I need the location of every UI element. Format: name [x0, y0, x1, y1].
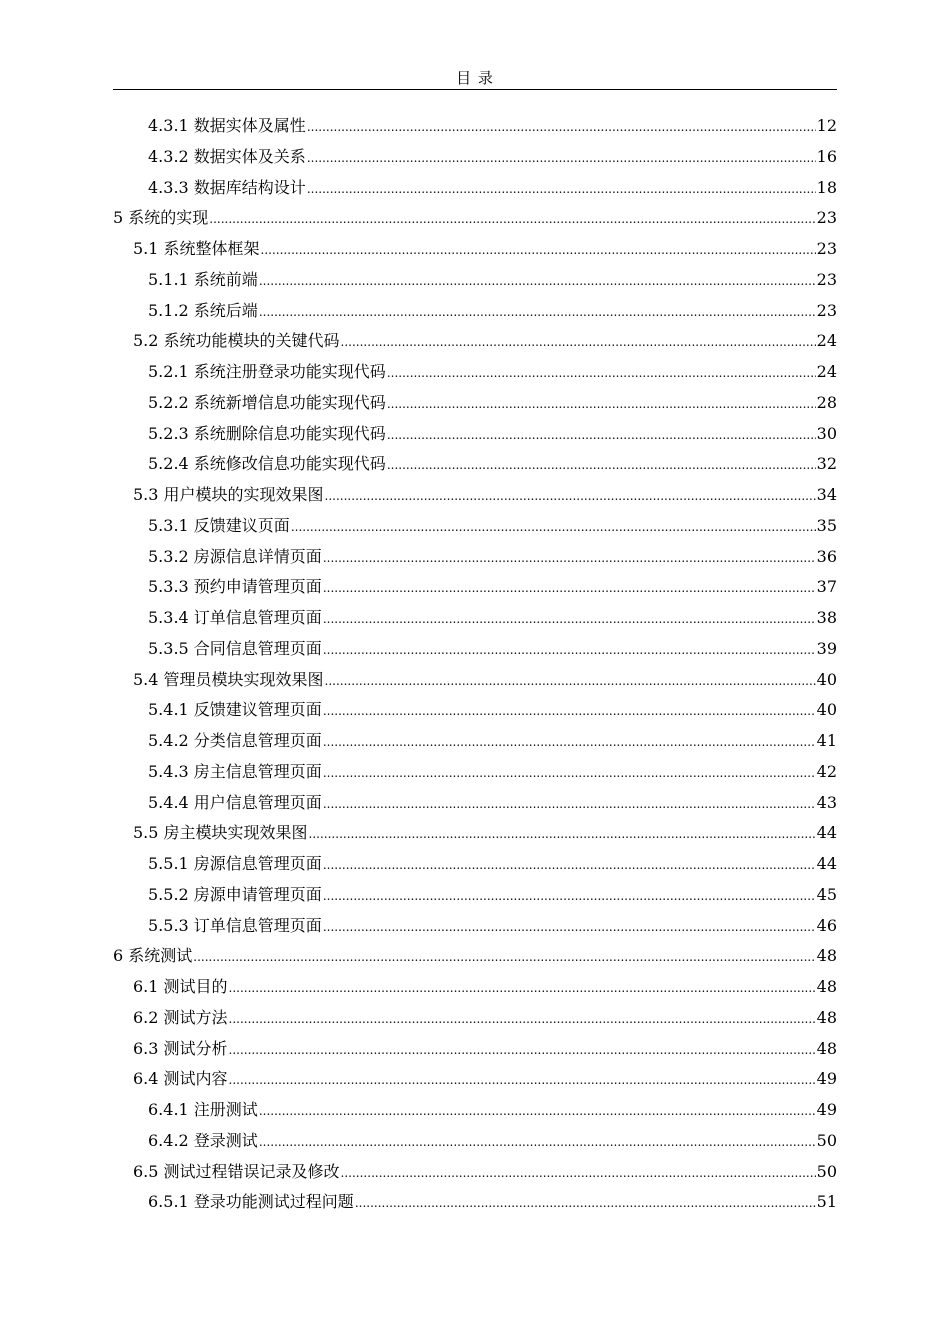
- toc-entry-page-number: 49: [816, 1069, 837, 1089]
- toc-entry-title: 4.3.2 数据实体及关系: [148, 146, 306, 166]
- toc-entry-page-number: 39: [816, 638, 837, 658]
- toc-entry[interactable]: [113, 265, 837, 296]
- toc-dot-leader: [229, 1004, 816, 1034]
- toc-dot-leader: [387, 450, 816, 480]
- toc-entry[interactable]: [113, 449, 837, 480]
- toc-entry-page-number: 40: [816, 700, 837, 720]
- toc-entry-page-number: 50: [816, 1161, 837, 1181]
- toc-entry-page-number: 36: [816, 546, 837, 566]
- toc-entry-page-number: 30: [816, 423, 837, 443]
- toc-entry-title: 6.5 测试过程错误记录及修改: [133, 1161, 340, 1181]
- toc-entry[interactable]: [113, 296, 837, 327]
- toc-entry[interactable]: [113, 941, 837, 972]
- toc-entry[interactable]: [113, 388, 837, 419]
- toc-entry-page-number: 48: [816, 1038, 837, 1058]
- toc-dot-leader: [323, 912, 816, 942]
- toc-dot-leader: [323, 543, 816, 573]
- toc-entry-page-number: 34: [816, 485, 837, 504]
- toc-entry-title: 5.1 系统整体框架: [133, 239, 260, 258]
- toc-dot-leader: [355, 1188, 816, 1218]
- toc-dot-leader: [323, 758, 816, 788]
- toc-entry[interactable]: [113, 788, 837, 819]
- toc-entry-page-number: 46: [816, 915, 837, 935]
- toc-entry-title: 6.4.1 注册测试: [148, 1100, 258, 1119]
- toc-dot-leader: [323, 573, 816, 603]
- toc-dot-leader: [323, 727, 816, 757]
- toc-entry-page-number: 24: [816, 362, 837, 381]
- toc-entry[interactable]: [113, 665, 837, 696]
- toc-entry-page-number: 42: [816, 761, 837, 781]
- toc-entry[interactable]: [113, 757, 837, 788]
- toc-entry[interactable]: [113, 726, 837, 757]
- toc-entry-title: 6.3 测试分析: [133, 1038, 228, 1058]
- toc-dot-leader: [259, 1096, 816, 1126]
- toc-dot-leader: [323, 604, 816, 634]
- toc-dot-leader: [259, 1127, 816, 1157]
- toc-entry-title: 6.1 测试目的: [133, 977, 228, 996]
- toc-entry[interactable]: [113, 1064, 837, 1095]
- toc-entry-title: 5.5.3 订单信息管理页面: [148, 915, 322, 935]
- toc-entry-page-number: 35: [816, 515, 837, 535]
- toc-entry-page-number: 16: [816, 146, 837, 166]
- toc-entry-title: 6 系统测试: [113, 946, 193, 966]
- toc-entry-page-number: 23: [816, 208, 837, 228]
- toc-entry[interactable]: [113, 142, 837, 173]
- toc-entry-page-number: 23: [816, 300, 837, 320]
- toc-dot-leader: [229, 973, 816, 1003]
- toc-dot-leader: [307, 174, 816, 204]
- toc-entry-page-number: 44: [816, 854, 837, 873]
- toc-entry-page-number: 18: [816, 177, 837, 197]
- toc-dot-leader: [323, 850, 816, 880]
- toc-entry[interactable]: [113, 880, 837, 911]
- toc-entry[interactable]: [113, 111, 837, 142]
- toc-entry-page-number: 50: [816, 1130, 837, 1150]
- toc-entry-title: 6.4 测试内容: [133, 1069, 228, 1089]
- header-title: 目 录: [456, 69, 494, 87]
- toc-entry-title: 5.2.4 系统修改信息功能实现代码: [148, 454, 386, 474]
- toc-entry-page-number: 45: [816, 884, 837, 904]
- toc-entry-title: 5.4.2 分类信息管理页面: [148, 731, 322, 750]
- table-of-contents: [113, 111, 837, 1218]
- toc-entry[interactable]: [113, 1003, 837, 1034]
- toc-entry[interactable]: [113, 419, 837, 450]
- toc-entry-title: 5.1.2 系统后端: [148, 300, 258, 320]
- toc-entry-title: 5.3 用户模块的实现效果图: [133, 485, 324, 504]
- toc-dot-leader: [259, 297, 816, 327]
- toc-entry-title: 5.1.1 系统前端: [148, 269, 258, 289]
- toc-entry[interactable]: [113, 1034, 837, 1065]
- toc-entry[interactable]: [113, 326, 837, 357]
- toc-entry[interactable]: [113, 1187, 837, 1218]
- toc-entry[interactable]: [113, 173, 837, 204]
- toc-entry-title: 5.4 管理员模块实现效果图: [133, 669, 324, 689]
- toc-dot-leader: [387, 358, 816, 388]
- toc-entry-title: 5.3.2 房源信息详情页面: [148, 546, 322, 566]
- toc-entry-title: 5 系统的实现: [113, 208, 209, 228]
- toc-entry[interactable]: [113, 542, 837, 573]
- toc-entry-page-number: 51: [816, 1192, 837, 1212]
- toc-entry[interactable]: [113, 511, 837, 542]
- toc-entry-page-number: 41: [816, 731, 837, 750]
- toc-dot-leader: [387, 389, 816, 419]
- toc-entry[interactable]: [113, 695, 837, 726]
- toc-entry-title: 5.3.3 预约申请管理页面: [148, 577, 322, 597]
- toc-entry-page-number: 48: [816, 1007, 837, 1027]
- page-header: [113, 68, 837, 90]
- toc-dot-leader: [193, 942, 815, 972]
- toc-dot-leader: [307, 143, 816, 173]
- toc-entry[interactable]: [113, 972, 837, 1003]
- toc-entry-title: 5.3.4 订单信息管理页面: [148, 608, 322, 627]
- toc-entry[interactable]: [113, 818, 837, 849]
- toc-entry-page-number: 48: [816, 946, 837, 966]
- toc-entry-title: 6.2 测试方法: [133, 1007, 228, 1027]
- toc-entry[interactable]: [113, 1157, 837, 1188]
- toc-entry[interactable]: [113, 357, 837, 388]
- toc-dot-leader: [323, 881, 816, 911]
- toc-dot-leader: [291, 512, 816, 542]
- toc-dot-leader: [261, 235, 816, 265]
- toc-entry-title: 5.2.3 系统删除信息功能实现代码: [148, 423, 386, 443]
- toc-entry-title: 6.5.1 登录功能测试过程问题: [148, 1192, 354, 1212]
- toc-entry-title: 4.3.3 数据库结构设计: [148, 177, 306, 197]
- toc-entry-title: 5.3.1 反馈建议页面: [148, 515, 290, 535]
- toc-dot-leader: [209, 204, 815, 234]
- toc-dot-leader: [259, 266, 816, 296]
- toc-entry[interactable]: [113, 480, 837, 511]
- toc-entry-title: 5.4.4 用户信息管理页面: [148, 792, 322, 812]
- toc-entry-title: 5.3.5 合同信息管理页面: [148, 638, 322, 658]
- toc-dot-leader: [341, 1158, 816, 1188]
- toc-entry-title: 5.4.3 房主信息管理页面: [148, 761, 322, 781]
- toc-dot-leader: [325, 666, 816, 696]
- toc-entry-page-number: 40: [816, 669, 837, 689]
- toc-entry-page-number: 32: [816, 454, 837, 474]
- toc-entry-page-number: 48: [816, 977, 837, 996]
- toc-entry-page-number: 44: [816, 823, 837, 843]
- toc-dot-leader: [309, 819, 816, 849]
- toc-entry-title: 5.2.1 系统注册登录功能实现代码: [148, 362, 386, 381]
- toc-entry-page-number: 23: [816, 269, 837, 289]
- toc-entry-title: 5.2.2 系统新增信息功能实现代码: [148, 392, 386, 412]
- toc-entry-page-number: 38: [816, 608, 837, 627]
- toc-entry-title: 6.4.2 登录测试: [148, 1130, 258, 1150]
- toc-dot-leader: [229, 1035, 816, 1065]
- toc-entry[interactable]: [113, 203, 837, 234]
- toc-entry-page-number: 23: [816, 239, 837, 258]
- toc-entry-page-number: 28: [816, 392, 837, 412]
- toc-dot-leader: [229, 1065, 816, 1095]
- toc-dot-leader: [323, 789, 816, 819]
- toc-entry[interactable]: [113, 634, 837, 665]
- toc-entry[interactable]: [113, 1095, 837, 1126]
- toc-entry-title: 5.5 房主模块实现效果图: [133, 823, 308, 843]
- toc-entry[interactable]: [113, 911, 837, 942]
- toc-entry-page-number: 43: [816, 792, 837, 812]
- toc-entry-title: 5.2 系统功能模块的关键代码: [133, 331, 340, 351]
- toc-entry[interactable]: [113, 234, 837, 265]
- toc-entry-title: 5.5.2 房源申请管理页面: [148, 884, 322, 904]
- toc-dot-leader: [323, 696, 816, 726]
- toc-dot-leader: [387, 420, 816, 450]
- toc-entry[interactable]: [113, 603, 837, 634]
- toc-entry-page-number: 12: [816, 116, 837, 135]
- toc-entry-title: 5.5.1 房源信息管理页面: [148, 854, 322, 873]
- toc-dot-leader: [323, 635, 816, 665]
- toc-entry-title: 4.3.1 数据实体及属性: [148, 116, 306, 135]
- toc-entry[interactable]: [113, 572, 837, 603]
- toc-entry[interactable]: [113, 849, 837, 880]
- toc-dot-leader: [341, 327, 816, 357]
- toc-dot-leader: [325, 481, 816, 511]
- toc-entry[interactable]: [113, 1126, 837, 1157]
- toc-entry-page-number: 37: [816, 577, 837, 597]
- toc-entry-title: 5.4.1 反馈建议管理页面: [148, 700, 322, 720]
- toc-entry-page-number: 24: [816, 331, 837, 351]
- toc-dot-leader: [307, 112, 816, 142]
- toc-entry-page-number: 49: [816, 1100, 837, 1119]
